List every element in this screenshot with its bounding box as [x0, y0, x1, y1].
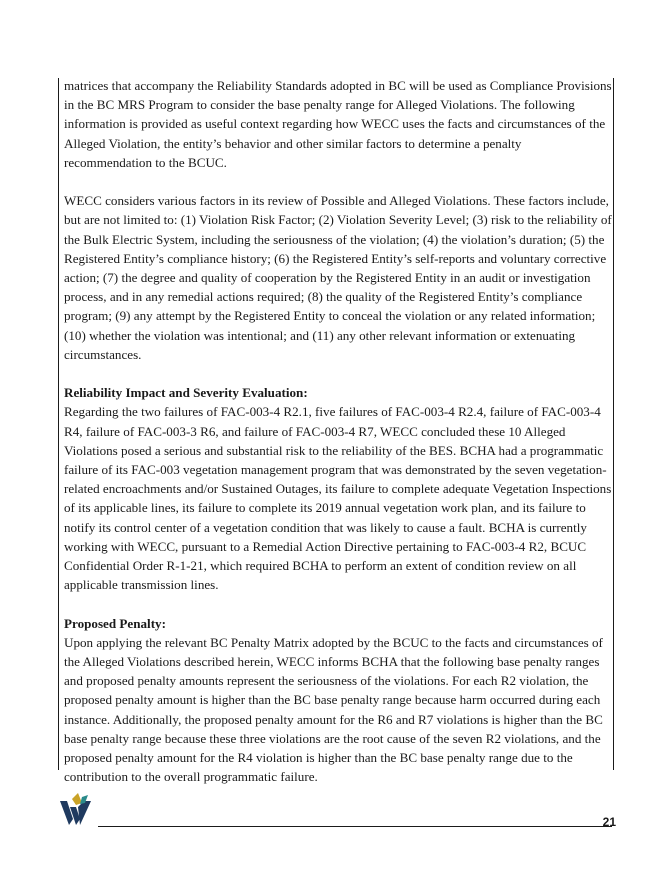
paragraph-proposed-penalty: Upon applying the relevant BC Penalty Matrix adopted by the BCUC to the facts and circumstances of the Alleged Violations described herein, WECC informs BCHA that the following base penalty ranges and proposed penalty amounts represent the seriousness of the violations. For each R2 violation, the proposed penalty amount is higher than the BC base penalty range because harm occurred during each instance. Additionally, the proposed penalty amount for the R6 and R7 violations is higher than the BC base penalty range because these three violations are the root cause of the seven R2 violations, and the proposed penalty amount for the R4 violation is higher than the BC base penalty range due to the contribution to the overall programmatic failure.: [64, 634, 603, 785]
page-body: [64, 76, 612, 806]
page-footer: [58, 793, 618, 833]
paragraph-factors: WECC considers various factors in its review of Possible and Alleged Violations. These factors include, but are not limited to: (1) Violation Risk Factor; (2) Violation Severity Level; (3) risk to the reliability of the Bulk Electric System, including the seriousness of the violation; (4) the violation’s duration; (5) the Registered Entity’s compliance history; (6) the Registered Entity’s self-reports and voluntary corrective action; (7) the degree and quality of cooperation by the Registered Entity in an audit or investigation process, and in any remedial actions required; (8) the quality of the Registered Entity’s compliance program; (9) any attempt by the Registered Entity to conceal the violation or any related information; (10) whether the violation was intentional; and (11) any other relevant information or extenuating circumstances.: [64, 193, 612, 362]
wecc-logo-icon: [58, 793, 98, 827]
heading-reliability-impact: Reliability Impact and Severity Evaluation:: [64, 385, 308, 401]
paragraph-reliability-impact: Regarding the two failures of FAC-003-4 R2.1, five failures of FAC-003-4 R2.4, failure of FAC-003-4 R4, failure of FAC-003-3 R6, and failure of FAC-003-4 R7, WECC concluded these 10 Alleged Violations posed a serious and substantial risk to the reliability of the BES. BCHA had a programmatic failure of its FAC-003 vegetation management program that was demonstrated by the seven vegetation-related encroachments and/or Sustained Outages, its failure to complete adequate Vegetation Inspections of its applicable lines, its failure to complete its 2019 annual vegetation work plan, and its failure to notify its control center of a vegetation condition that was likely to cause a fault. BCHA is currently working with WECC, pursuant to a Remedial Action Directive pertaining to FAC-003-4 R2, BCUC Confidential Order R-1-21, which required BCHA to perform an extent of condition review on all applicable transmission lines.: [64, 404, 612, 593]
paragraph-penalty-context: matrices that accompany the Reliability Standards adopted in BC will be used as Compliance Provisions in the BC MRS Program to consider the base penalty range for Alleged Violations. The following information is provided as useful context regarding how WECC uses the facts and circumstances of the Alleged Violation, the entity’s behavior and other similar factors to determine a penalty recommendation to the BCUC.: [64, 78, 612, 170]
footer-rule: [98, 826, 612, 827]
heading-proposed-penalty: Proposed Penalty:: [64, 615, 166, 631]
page-number: 21: [602, 815, 616, 829]
